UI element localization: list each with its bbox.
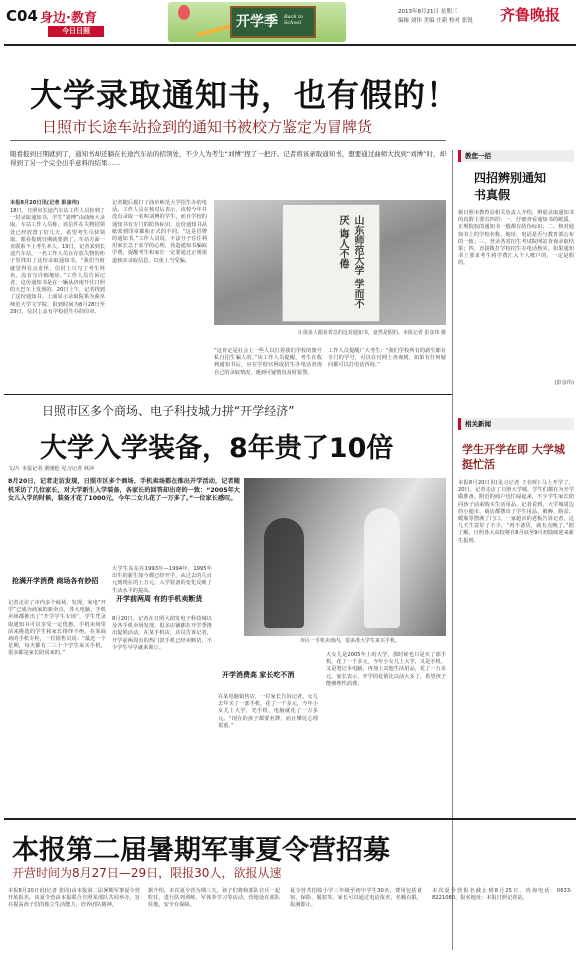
banner-title: 开学季 bbox=[236, 14, 278, 30]
clerk-figure bbox=[364, 508, 400, 628]
article3-subtitle: 开营时间为8月27日—29日，限报30人，欲报从速 bbox=[12, 866, 282, 880]
editors-line: 编辑 刘伟 美编 庄新 校对 张锐 bbox=[398, 18, 473, 24]
article2-col1: 记者走访了市内多个商场，发现，家电“开学”已成为商家的新卖点，各大电脑、手机卖场都推出了“开学学生专场”，学生凭录取通知书可以享受一定优惠。手机卖场里前来挑选的学生和家长络绎不绝。在某商场的手机专柜，一位销售员说：“最近一个星期，每天都有二三十个学生来买手机，很多都是家长陪同来的。” bbox=[8, 600, 106, 657]
article1-subtitle: 日照市长途车站捡到的通知书被校方鉴定为冒牌货 bbox=[42, 118, 373, 136]
article2-col4: 大女儿是2005年上的大学，那时候也只是买了部手机，花了一千多元，今年小女儿上大学，又是手机、又是笔记本电脑，再加上其他生活用品，花了一万多元。家长表示，开学的花销比以前大多了，希望孩子能够理性消费。 bbox=[326, 652, 446, 687]
article2-photo-caption: 市区一手机卖场内，很多准大学生来买手机。 bbox=[300, 638, 401, 644]
article2-photo bbox=[244, 478, 446, 636]
article2-col3: 在某电脑销售店，一位家长告诉记者，女儿去年买了一部手机，花了一千多元，今年小女儿上大学，光手机、电脑就花了一万多元。“现在的孩子都要名牌，而且攀比心理很重。” bbox=[218, 694, 318, 729]
article1-col2: 记者随后拨打了曲阜师范大学招生办的电话。工作人员在核对后表示，该校今年并没有录取一名叫刘博的学生，而且学校的通知书有专门的防伪标识，这份通知书从纸张到印章都和正式的不同。“这是冒牌的通知书。”工作人员说，不法分子往往利用家长急于求学的心理，伪造通知书骗取学费，提醒考生和家长一定要通过正规渠道核实录取信息，以免上当受骗。 bbox=[112, 200, 207, 264]
article3-col3: 夏令营共招收小学三年级至初中学生30名，费用包括食宿、保险、服装等。家长可以通过电话报名，名额有限，报满即止。 bbox=[290, 888, 422, 909]
letter-calligraphy: 山东师范大学 学而不厌 诲人不倦 bbox=[337, 215, 363, 309]
article2-subhead-3: 开学消费高 家长吃不消 bbox=[222, 671, 295, 679]
section-tag: 今日日照 bbox=[48, 26, 104, 37]
banner bbox=[168, 2, 346, 42]
sidebar2-title: 学生开学在即 大学城挺忙活 bbox=[462, 443, 565, 471]
article3-col2: 据介绍，本次夏令营为期三天，孩子们将和部队官兵一起吃住，进行队列训练、军体拳学习等活动。营地设在部队驻地，安全有保障。 bbox=[148, 888, 280, 909]
sidebar1-byline: (彭彦伟) bbox=[554, 380, 574, 386]
article2-byline: 文/片 本报记者 栗刚伦 见习记者 林萍 bbox=[8, 466, 95, 472]
sidebar1-body: 据日照市教育局相关负责人介绍，辨别录取通知书的真假主要有四招：一、仔细查看通知书的纸质，正规院校的通知书一般都有防伪标识；二、核对通知书上的学校名称、地址、电话是否与教育部公布的一致；三、登录各省招生考试院网站查询录取结果；四、直接拨打学校招生办电话核实。如果通知书上要求考生将学费汇入个人账户的，一定是假的。 bbox=[458, 210, 574, 267]
article1-byline: 本报8月20日讯(记者 彭彦伟) bbox=[10, 200, 80, 206]
article1-lead: 眼看报到日期就到了，通知书却还躺在长途汽车站的招领处，不少人为考生“刘博”捏了一把汗。记者将该录取通知书，想要通过曲师大找到“刘博”时，却得到了另一个完全出乎意料的结果…… bbox=[10, 150, 446, 167]
section-title: 身边·教育 bbox=[40, 11, 97, 26]
article2-title: 大学入学装备，8年贵了10倍 bbox=[40, 433, 394, 464]
article2-lead: 8月20日，记者走访发现，日照市区多个商场、手机卖场都在推出开学活动，记者随机采访了几位家长，对大学新生入学装备，各家长的回答却出奇的一致：“2005年大女儿入学的时候，装备才花了1000元，今年二女儿花了一万多了。”一位家长感叹。 bbox=[8, 478, 240, 503]
banner-small: Back to School bbox=[284, 14, 304, 26]
article2-kicker: 日照市区多个商场、电子科技城力拼“开学经济” bbox=[42, 404, 295, 418]
article2-subhead-1: 抢满开学消费 商场各有妙招 bbox=[12, 577, 99, 585]
page-code: C04 bbox=[6, 7, 38, 25]
article3-title: 本报第二届暑期军事夏令营招募 bbox=[12, 835, 390, 866]
paper-name: 齐鲁晚报 bbox=[500, 6, 561, 24]
article2-col2: 8月20日，记者在日照大润发电子科技城以及各手机卖场发现，很多店铺都在开学季推出促销活动。在某手机店，店员告诉记者，开学前两周有的热门款手机已经卖断货，不少学生早早就来预订。 bbox=[112, 616, 212, 651]
article3-col1: 本报8月20日讯(记者 张同)由本报第二届暑期军事夏令营开始报名，该夏令营由本报联合日照某部队共同举办，旨在提高孩子们的独立生活能力，培养团队精神。 bbox=[8, 888, 140, 909]
masthead bbox=[0, 0, 580, 46]
sidebar1-label: 教您一招 bbox=[458, 150, 574, 162]
article1-col1: 18日，日照市长途汽车站工作人员捡到了一封录取通知书，学生“刘博”由曲师大录取。车站工作人员称，该信件在失物招领处已经放置了好几天，希望考生尽快领取。眼看报到日期就要到了，车站方面一直联系不上考生本人。19日，记者来到长途汽车站，一名工作人员在存放失物的柜子里找出了这份录取通知书。“我们当时就觉得有点奇怪，信封上只写了考生姓名，没有写详细地址。”工作人员告诉记者，这份通知书是在一辆从济南开往日照的大巴车上发现的。20日上午，记者找到了这份通知书。上面显示录取院系为曲阜师范大学文学院，报到时间为8月28日至29日，信封上盖有学校招生办的印章。 bbox=[10, 208, 105, 315]
article1-photo-caption: 让很多人眼看着急的这封通知书，竟然是假的。本报记者 彭彦伟 摄 bbox=[297, 330, 446, 336]
shopper-figure bbox=[264, 518, 304, 628]
article3-col4: 本次夏令营报名截止到8月25日，咨询电话：0633-8221080。报名地址：本报日照记者站。 bbox=[432, 888, 572, 902]
sidebar2-body: 本报8月20日讯(见习记者 王在晖) 马上开学了，20日，记者走访了日照大学城，学生们都在为开学做准备。附近的商户也忙碌起来，不少学生家长陪同孩子前来购买生活用品。记者看到，大学城周边的小超市、商店都摆出了学生用品，被褥、脸盆、暖瓶等摆满了门口。一家超市的老板告诉记者，这几天生意好了不少，“再不备货，就有点晚了。”据了解，日照各大高校将在8月底至9月初陆续迎来新生报到。 bbox=[458, 480, 574, 544]
sidebar-divider bbox=[452, 150, 453, 950]
article2-col2-top: 大学生东东在1993年—1994年，1995年出生的新生如今都已经开学。从过去的几百元到现在的上万元，入学装备的变化反映了生活水平的提高。 bbox=[112, 566, 212, 594]
sidebar2-label: 相关新闻 bbox=[458, 418, 574, 430]
article2-subhead-2: 开学前两周 有的手机卖断货 bbox=[116, 595, 203, 603]
date-line: 2013年8月21日 星期三 bbox=[398, 9, 458, 15]
sidebar1-title: 四招辨别通知书真假 bbox=[474, 171, 547, 202]
article1-col4: 工作人员提醒广大考生：“我们学校所有的新生都有专门的学号，可以在官网上查询到，如果有任何疑问都可以打电话咨询。” bbox=[328, 348, 446, 369]
letter-sheet bbox=[282, 204, 380, 322]
article1-title: 大学录取通知书，也有假的！ bbox=[30, 76, 460, 114]
article1-photo bbox=[214, 200, 446, 325]
article1-col3: “这肯定是社会上一些人以打着我们学校的旗号私自招生骗人的。”该工作人员提醒，考生在收到通知书后，应在学校官网或招生办电话查询自己的录取情况，遇到可疑情况及时报警。 bbox=[214, 348, 322, 376]
balloon-icon bbox=[178, 5, 190, 20]
